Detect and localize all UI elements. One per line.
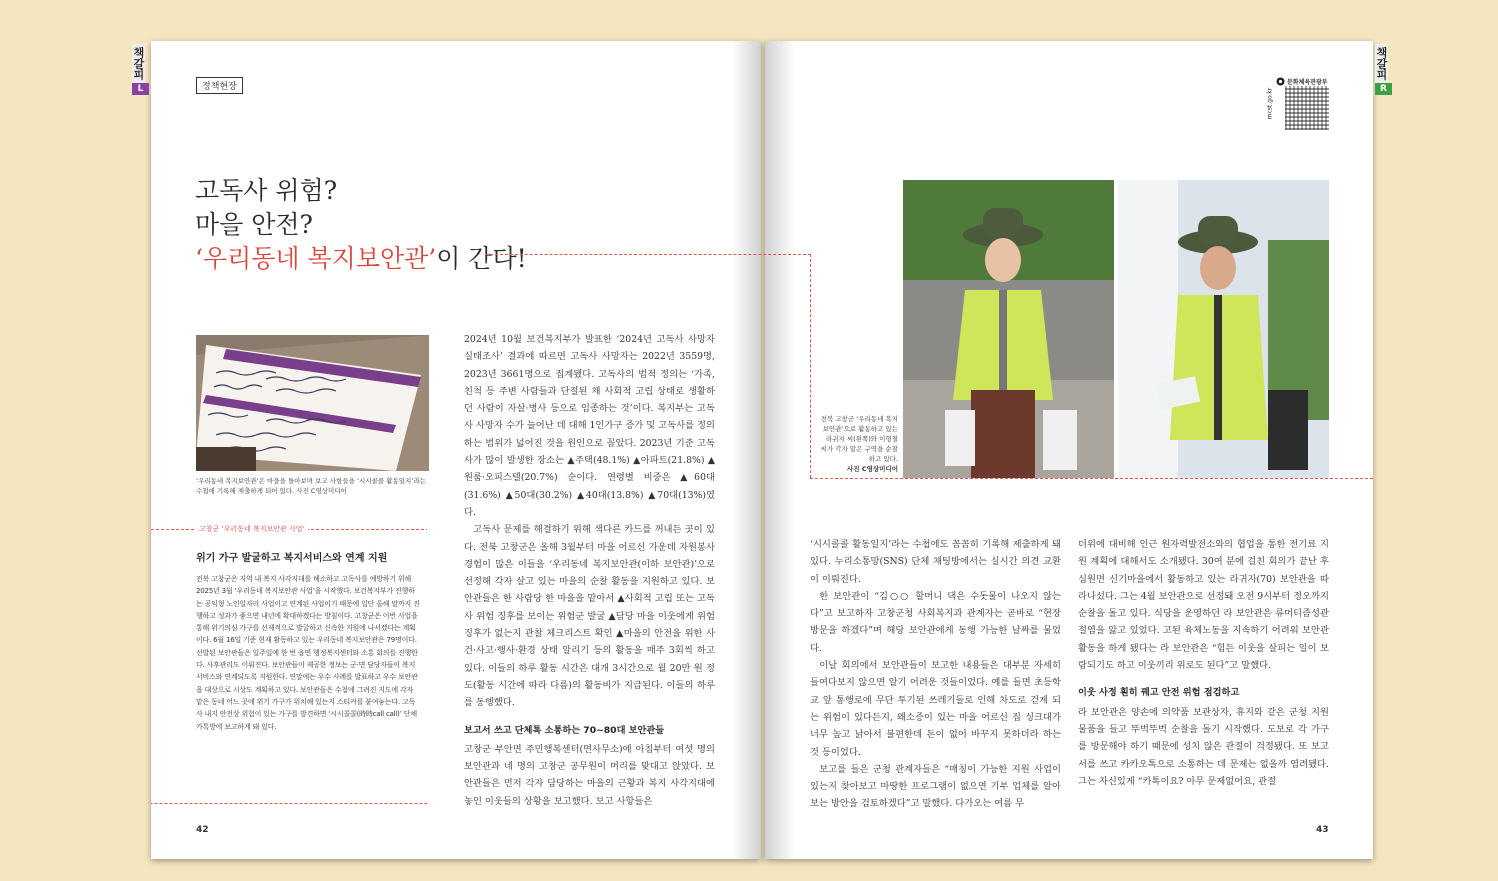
photo-male-guard — [1118, 180, 1329, 478]
ministry-url: mcst.go.kr — [1266, 87, 1274, 120]
male-guard-illustration — [1118, 180, 1329, 478]
sidebar-box — [151, 525, 427, 804]
ministry-emblem-icon — [1276, 77, 1285, 86]
col1-subheading: 보고서 쓰고 단체톡 소통하는 70~80대 보안관들 — [464, 724, 665, 736]
guards-photo-caption-text: 전북 고창군 ‘우리동네 복지보안관’으로 활동하고 있는 라귀자 씨(왼쪽)와 이형철 씨가 각자 맡은 구역을 순찰하고 있다. — [820, 415, 898, 463]
sidebar-text: 전북 고창군은 지역 내 복지 사각지대를 해소하고 고독사를 예방하기 위해 2025년 3월 ‘우리동네 복지보안관 사업’을 시작했다. 보건복지부가 진행하는 공익형 노인일자리 사업이고 연계된 사업이기 때문에 일단 올해 말까지 진행하고 성과가 좋으면 내년에 확대하겠다는 방침이다. 고창군은 이번 사업을 통해 위기의심 가구를 선제적으로 발굴하고 신속한 지원에 나서겠다는 계획이다. 6월 16일 기준 현재 활동하고 있는 우리동네 복지보안관은 79명이다. 선발된 보안관들은 일주일에 한 번 읍면 행정복지센터와 소통 회의를 진행한다. 사후관리도 이뤄진다. 보안관들이 제공한 정보는 군·면 담당자들이 복지서비스와 연계되도록 지원한다. 연말에는 우수 사례를 발표하고 우수 보안관을 대상으로 시상도 계획하고 있다. 보안관들은 수첩에 그려진 지도에 각자 맡은 동네 어느 곳에 위기 가구가 위치해 있는지 스티커를 붙여놓는다. 고독사 내지 안전상 위험이 있는 가구를 발견하면 ‘시시콜콜(時時call call)’ 단체 카톡방에 보고하게 돼 있다. — [196, 575, 420, 731]
page-number-right: 43 — [1316, 825, 1329, 835]
dashed-line-vertical — [810, 254, 811, 478]
dashed-line-headline — [485, 254, 811, 255]
col3-paragraph-1: 더위에 대비해 인근 원자력발전소와의 협업을 통한 전기료 지원 계획에 대해서도 소개됐다. 30여 분에 걸친 회의가 끝난 후 심원면 신기마을에서 활동하고 있는 라귀자(70) 보안관을 따라나섰다. 그는 4월 보안관으로 선정돼 오전 9시부터 정오까지 순찰을 돌고 있다. 식당을 운영하던 라 보안관은 류머티즘성관절염을 앓고 있었다. 고된 육체노동을 지속하기 어려워 보안관 활동을 하게 됐다는 라 보안관은 “힘든 이웃을 살피는 일이 보람되기도 하고 이웃끼리 위로도 된다”고 말했다. — [1078, 539, 1330, 672]
ministry-name: 문화체육관광부 — [1287, 79, 1328, 86]
bookmark-tab-right-text: 책갈피 — [1375, 44, 1388, 83]
notebook-illustration — [196, 335, 429, 471]
page-number-left: 42 — [196, 825, 209, 835]
left-gutter-shadow — [731, 41, 761, 859]
guards-photo-caption-credit: 사진 C영상미디어 — [847, 465, 898, 473]
col2-paragraph-3: 이날 회의에서 보안관들이 보고한 내용들은 대부분 자세히 들여다보지 않으면 알기 어려운 것들이었다. 예를 들면 초등학교 앞 통행로에 무단 투기된 쓰레기들로 인해 차도로 걷게 되는 위험이 있다든지, 왜소증이 있는 마을 어르신 집 싱크대가 너무 높고 낡아서 불편한데 돈이 없어 바꾸지 못하더라 하는 것 등이었다. — [810, 660, 1061, 758]
col1-paragraph-2: 고독사 문제를 해결하기 위해 색다른 카드를 꺼내든 곳이 있다. 전북 고창군은 올해 3월부터 마을 어르신 가운데 자원봉사 경험이 많은 이들을 ‘우리동네 복지보안관(이하 보안관)’으로 선정해 각자 살고 있는 마을의 순찰 활동을 지원하고 있다. 보안관들은 한 사람당 한 마을을 맡아서 ▲사회적 고립 또는 고독사 위험 징후를 보이는 위험군 발굴 ▲담당 마을 이웃에게 위험 징후가 없는지 관찰 체크리스트 확인 ▲마을의 안전을 위한 사건·사고·행사·환경 상태 알리기 등의 활동을 매주 3회씩 하고 있다. 이들의 하루 활동 시간은 대개 3시간으로 월 20만 원 정도(활동 시간에 따라 다름)의 활동비가 지급된다. 이들의 하루를 동행했다. — [464, 524, 715, 709]
headline-line-3 — [195, 242, 527, 276]
col3-paragraph-2: 라 보안관은 양손에 의약품 보관상자, 휴지와 같은 군청 지원물품을 들고 뚜벅뚜벅 순찰을 돌기 시작했다. 도보로 각 가구를 방문해야 하기 때문에 성치 않은 관절이 걱정됐다. 또 보고서를 쓰고 카카오톡으로 소통하는 데 문제는 없을까 염려됐다. 그는 자신있게 “카톡이요? 아무 문제없어요, 관절 — [1078, 706, 1329, 787]
section-tag: 정책현장 — [196, 77, 243, 94]
qr-code[interactable] — [1285, 86, 1329, 130]
photo-female-guard — [903, 180, 1114, 478]
bookmark-tab-left[interactable] — [132, 44, 149, 95]
col2-paragraph-1: ‘시시콜콜 활동일지’라는 수첩에도 꼼꼼히 기록해 제출하게 돼 있다. 누리소통망(SNS) 단체 채팅방에서는 실시간 의견 교환이 이뤄진다. — [810, 539, 1061, 585]
col1-paragraph-1: 2024년 10월 보건복지부가 발표한 ‘2024년 고독사 사망자 실태조사’ 결과에 따르면 고독사 사망자는 2022년 3559명, 2023년 3661명으로 집계됐다. 고독사의 법적 정의는 ‘가족, 친척 등 주변 사람들과 단절된 채 사회적 고립 상태로 생활하던 사람이 자살·병사 등으로 임종하는 것’이다. 복지부는 고독사 사망자 수가 늘어난 데 대해 1인가구 증가 및 고독사를 정의하는 범위가 넓어진 것을 원인으로 꼽았다. 2023년 기준 고독사가 많이 발생한 장소는 ▲주택(48.1%) ▲아파트(21.8%) ▲원룸·오피스텔(20.7%) 순이다. 연령별 비중은 ▲60대(31.6%) ▲50대(30.2%) ▲40대(13.8%) ▲70대(13%)였다. — [464, 334, 716, 518]
guards-photo-caption — [818, 414, 898, 474]
right-gutter-shadow — [765, 41, 795, 859]
female-guard-illustration — [903, 180, 1114, 478]
bookmark-tab-right[interactable] — [1375, 44, 1392, 95]
headline-line-1: 고독사 위험? — [195, 176, 338, 205]
headline-rest: 이 간다! — [436, 244, 527, 273]
body-column-3 — [1078, 536, 1329, 790]
notebook-photo-caption: ‘우리동네 복지보안관’은 마을을 돌아보며 보고 사항들을 ‘시시콜콜 활동일지’라는 수첩에 기록해 제출하게 되어 있다. 사진 C영상미디어 — [196, 477, 426, 495]
notebook-photo — [196, 335, 429, 471]
dashed-line-photo-bottom — [810, 478, 1373, 479]
headline — [195, 174, 527, 276]
col3-subheading: 이웃 사정 훤히 꿰고 안전 위험 점검하고 — [1078, 687, 1240, 699]
sidebar-kicker: 고창군 ‘우리동네 복지보안관 사업’ — [196, 524, 308, 534]
ministry-logo — [1276, 77, 1328, 86]
body-column-2 — [810, 536, 1061, 813]
sidebar-title: 위기 가구 발굴하고 복지서비스와 연계 지원 — [196, 553, 388, 564]
bookmark-tab-right-letter: R — [1375, 83, 1392, 95]
bookmark-tab-left-text: 책갈피 — [132, 44, 145, 83]
col2-paragraph-2: 한 보안관이 “김○○ 할머니 댁은 수돗물이 나오지 않는다”고 보고하자 고창군청 사회복지과 관계자는 곧바로 “현장방문을 하겠다”며 해당 보안관에게 동행 가능한 날짜를 물었다. — [810, 590, 1061, 654]
bookmark-tab-left-letter: L — [132, 83, 149, 95]
body-column-1 — [464, 331, 715, 810]
headline-line-2: 마을 안전? — [195, 210, 313, 239]
headline-highlight: ‘우리동네 복지보안관’ — [195, 244, 437, 273]
col1-paragraph-3: 고창군 부안면 주민행복센터(면사무소)에 아침부터 여섯 명의 보안관과 네 명의 고창군 공무원이 머리를 맞대고 앉았다. 보안관들은 먼저 각자 담당하는 마을의 근황과 복지 사각지대에 놓인 이웃들의 상황을 보고했다. 보고 사항들은 — [464, 743, 715, 807]
col2-paragraph-4: 보고를 들은 군청 관계자들은 “매칭이 가능한 지원 사업이 있는지 찾아보고 마땅한 프로그램이 없으면 기부 업체를 알아보는 방안을 검토하겠다”고 말했다. 다가오는 여름 무 — [810, 763, 1061, 810]
